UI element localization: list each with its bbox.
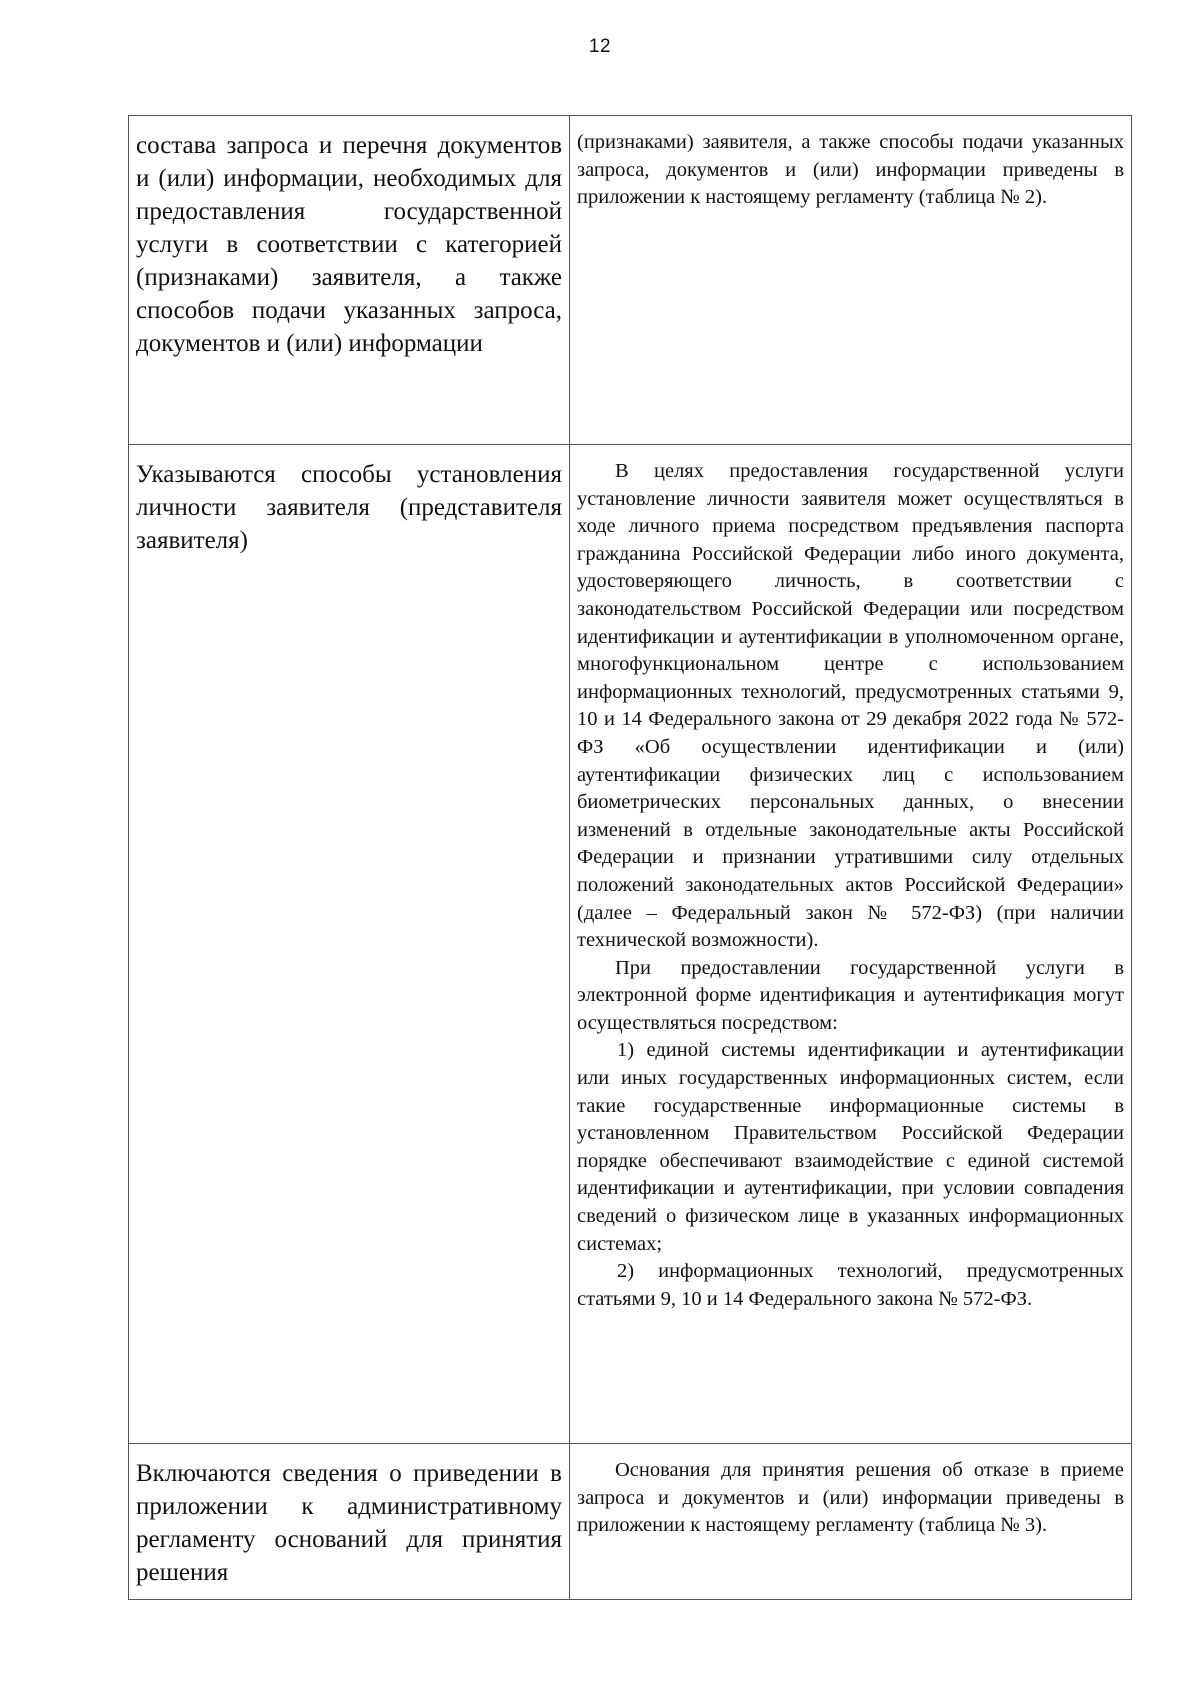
content-paragraph: (признаками) заявителя, а также способы подачи указанных запроса, документов и (или) информации приведены в приложении к настоящему регламенту (таблица № 2). — [577, 131, 1124, 209]
requirement-cell — [129, 445, 570, 1444]
page-number: 12 — [588, 36, 612, 57]
requirement-cell — [129, 116, 570, 445]
table-row — [129, 445, 1132, 1444]
requirement-cell — [129, 1444, 570, 1600]
content-paragraph: При предоставлении государственной услуги в электронной форме идентификация и аутентификация могут осуществляться посредством: — [577, 956, 1124, 1034]
content-paragraph: Основания для принятия решения об отказе в приеме запроса и документов и (или) информации приведены в приложении к настоящему регламенту (таблица № 3). — [577, 1459, 1124, 1537]
requirement-text: Указываются способы установления личности заявителя (представителя заявителя) — [136, 461, 562, 554]
content-paragraph: В целях предоставления государственной услуги установление личности заявителя может осуществляться в ходе личного приема посредством предъявления паспорта гражданина Российской Федерации либо иного документа, удостоверяющего личность, в соответствии с законодательством Российской Федерации или посредством идентификации и аутентификации в уполномоченном органе, многофункциональном центре с использованием информационных технологий, предусмотренных статьями 9, 10 и 14 Федерального закона от 29 декабря 2022 года № 572-ФЗ «Об осуществлении идентификации и (или) аутентификации физических лиц с использованием биометрических персональных данных, о внесении изменений в отдельные законодательные акты Российской Федерации и признании утратившими силу отдельных положений законодательных актов Российской Федерации» (далее – Федеральный закон № 572-ФЗ) (при наличии технической возможности). — [577, 460, 1124, 952]
list-item: 2) информационных технологий, предусмотренных статьями 9, 10 и 14 Федерального закона № 572-ФЗ. — [577, 1260, 1124, 1310]
content-cell — [570, 445, 1132, 1444]
table-row — [129, 1444, 1132, 1600]
content-cell — [570, 1444, 1132, 1600]
requirement-text: Включаются сведения о приведении в приложении к административному регламенту оснований для принятия решения — [136, 1460, 562, 1586]
regulation-table — [128, 115, 1132, 1600]
table-row — [129, 116, 1132, 445]
content-cell — [570, 116, 1132, 445]
list-item: 1) единой системы идентификации и аутентификации или иных государственных информационных систем, если такие государственные информационные системы в установленном Правительством Российской Федерации порядке обеспечивают взаимодействие с единой системой идентификации и аутентификации, при условии совпадения сведений о физическом лице в указанных информационных системах; — [577, 1039, 1124, 1255]
requirement-text: состава запроса и перечня документов и (или) информации, необходимых для предоставления государственной услуги в соответствии с категорией (признаками) заявителя, а также способов подачи указанных запроса, документов и (или) информации — [136, 132, 562, 357]
